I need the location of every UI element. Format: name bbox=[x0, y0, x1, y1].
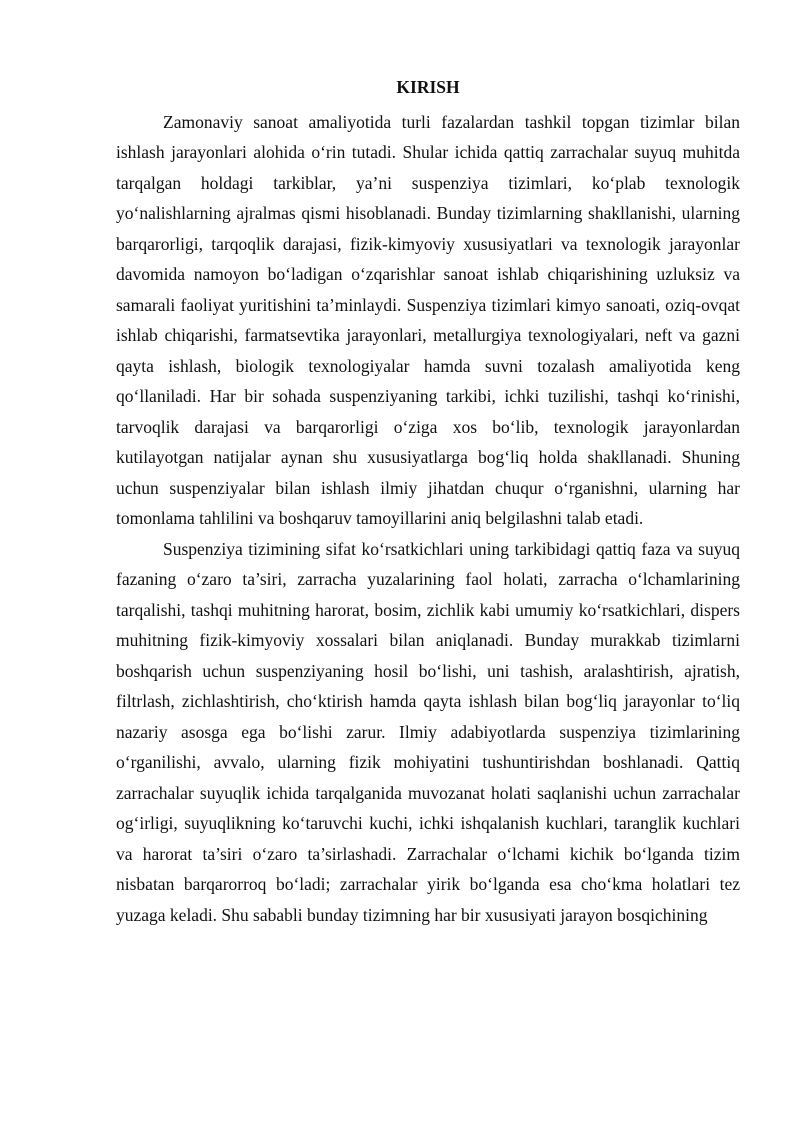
document-body bbox=[116, 76, 740, 930]
page-title: KIRISH bbox=[396, 77, 460, 97]
paragraph-1: Zamonaviy sanoat amaliyotida turli fazalardan tashkil topgan tizimlar bilan ishlash jarayonlari alohida o‘rin tutadi. Shular ichida qattiq zarrachalar suyuq muhitda tarqalgan holdagi tarkiblar, ya’ni suspenziya tizimlari, ko‘plab texnologik yo‘nalishlarning ajralmas qismi hisoblanadi. Bunday tizimlarning shakllanishi, ularning barqarorligi, tarqoqlik darajasi, fizik-kimyoviy xususiyatlari va texnologik jarayonlar davomida namoyon bo‘ladigan o‘zqarishlar sanoat ishlab chiqarishining uzluksiz va samarali faoliyat yuritishini ta’minlaydi. Suspenziya tizimlari kimyo sanoati, oziq-ovqat ishlab chiqarishi, farmatsevtika jarayonlari, metallurgiya texnologiyalari, neft va gazni qayta ishlash, biologik texnologiyalar hamda suvni tozalash amaliyotida keng qo‘llaniladi. Har bir sohada suspenziyaning tarkibi, ichki tuzilishi, tashqi ko‘rinishi, tarvoqlik darajasi va barqarorligi o‘ziga xos bo‘lib, texnologik jarayonlardan kutilayotgan natijalar aynan shu xususiyatlarga bog‘liq holda shakllanadi. Shuning uchun suspenziyalar bilan ishlash ilmiy jihatdan chuqur o‘rganishni, ularning har tomonlama tahlilini va boshqaruv tamoyillarini aniq belgilashni talab etadi. bbox=[116, 111, 740, 528]
paragraph-2: Suspenziya tizimining sifat ko‘rsatkichlari uning tarkibidagi qattiq faza va suyuq fazaning o‘zaro ta’siri, zarracha yuzalarining faol holati, zarracha o‘lchamlarining tarqalishi, tashqi muhitning harorat, bosim, zichlik kabi umumiy ko‘rsatkichlari, dispers muhitning fizik-kimyoviy xossalari bilan aniqlanadi. Bunday murakkab tizimlarni boshqarish uchun suspenziyaning hosil bo‘lishi, uni tashish, aralashtirish, ajratish, filtrlash, zichlashtirish, cho‘ktirish hamda qayta ishlash bilan bog‘liq jarayonlar to‘liq nazariy asosga ega bo‘lishi zarur. Ilmiy adabiyotlarda suspenziya tizimlarining o‘rganilishi, avvalo, ularning fizik mohiyatini tushuntirishdan boshlanadi. Qattiq zarrachalar suyuqlik ichida tarqalganida muvozanat holati saqlanishi uchun zarrachalar og‘irligi, suyuqlikning ko‘taruvchi kuchi, ichki ishqalanish kuchlari, taranglik kuchlari va harorat ta’siri o‘zaro ta’sirlashadi. Zarrachalar o‘lchami kichik bo‘lganda tizim nisbatan barqarorroq bo‘ladi; zarrachalar yirik bo‘lganda esa cho‘kma holatlari tez yuzaga keladi. Shu sababli bunday tizimning har bir xususiyati jarayon bosqichining bbox=[116, 538, 740, 925]
